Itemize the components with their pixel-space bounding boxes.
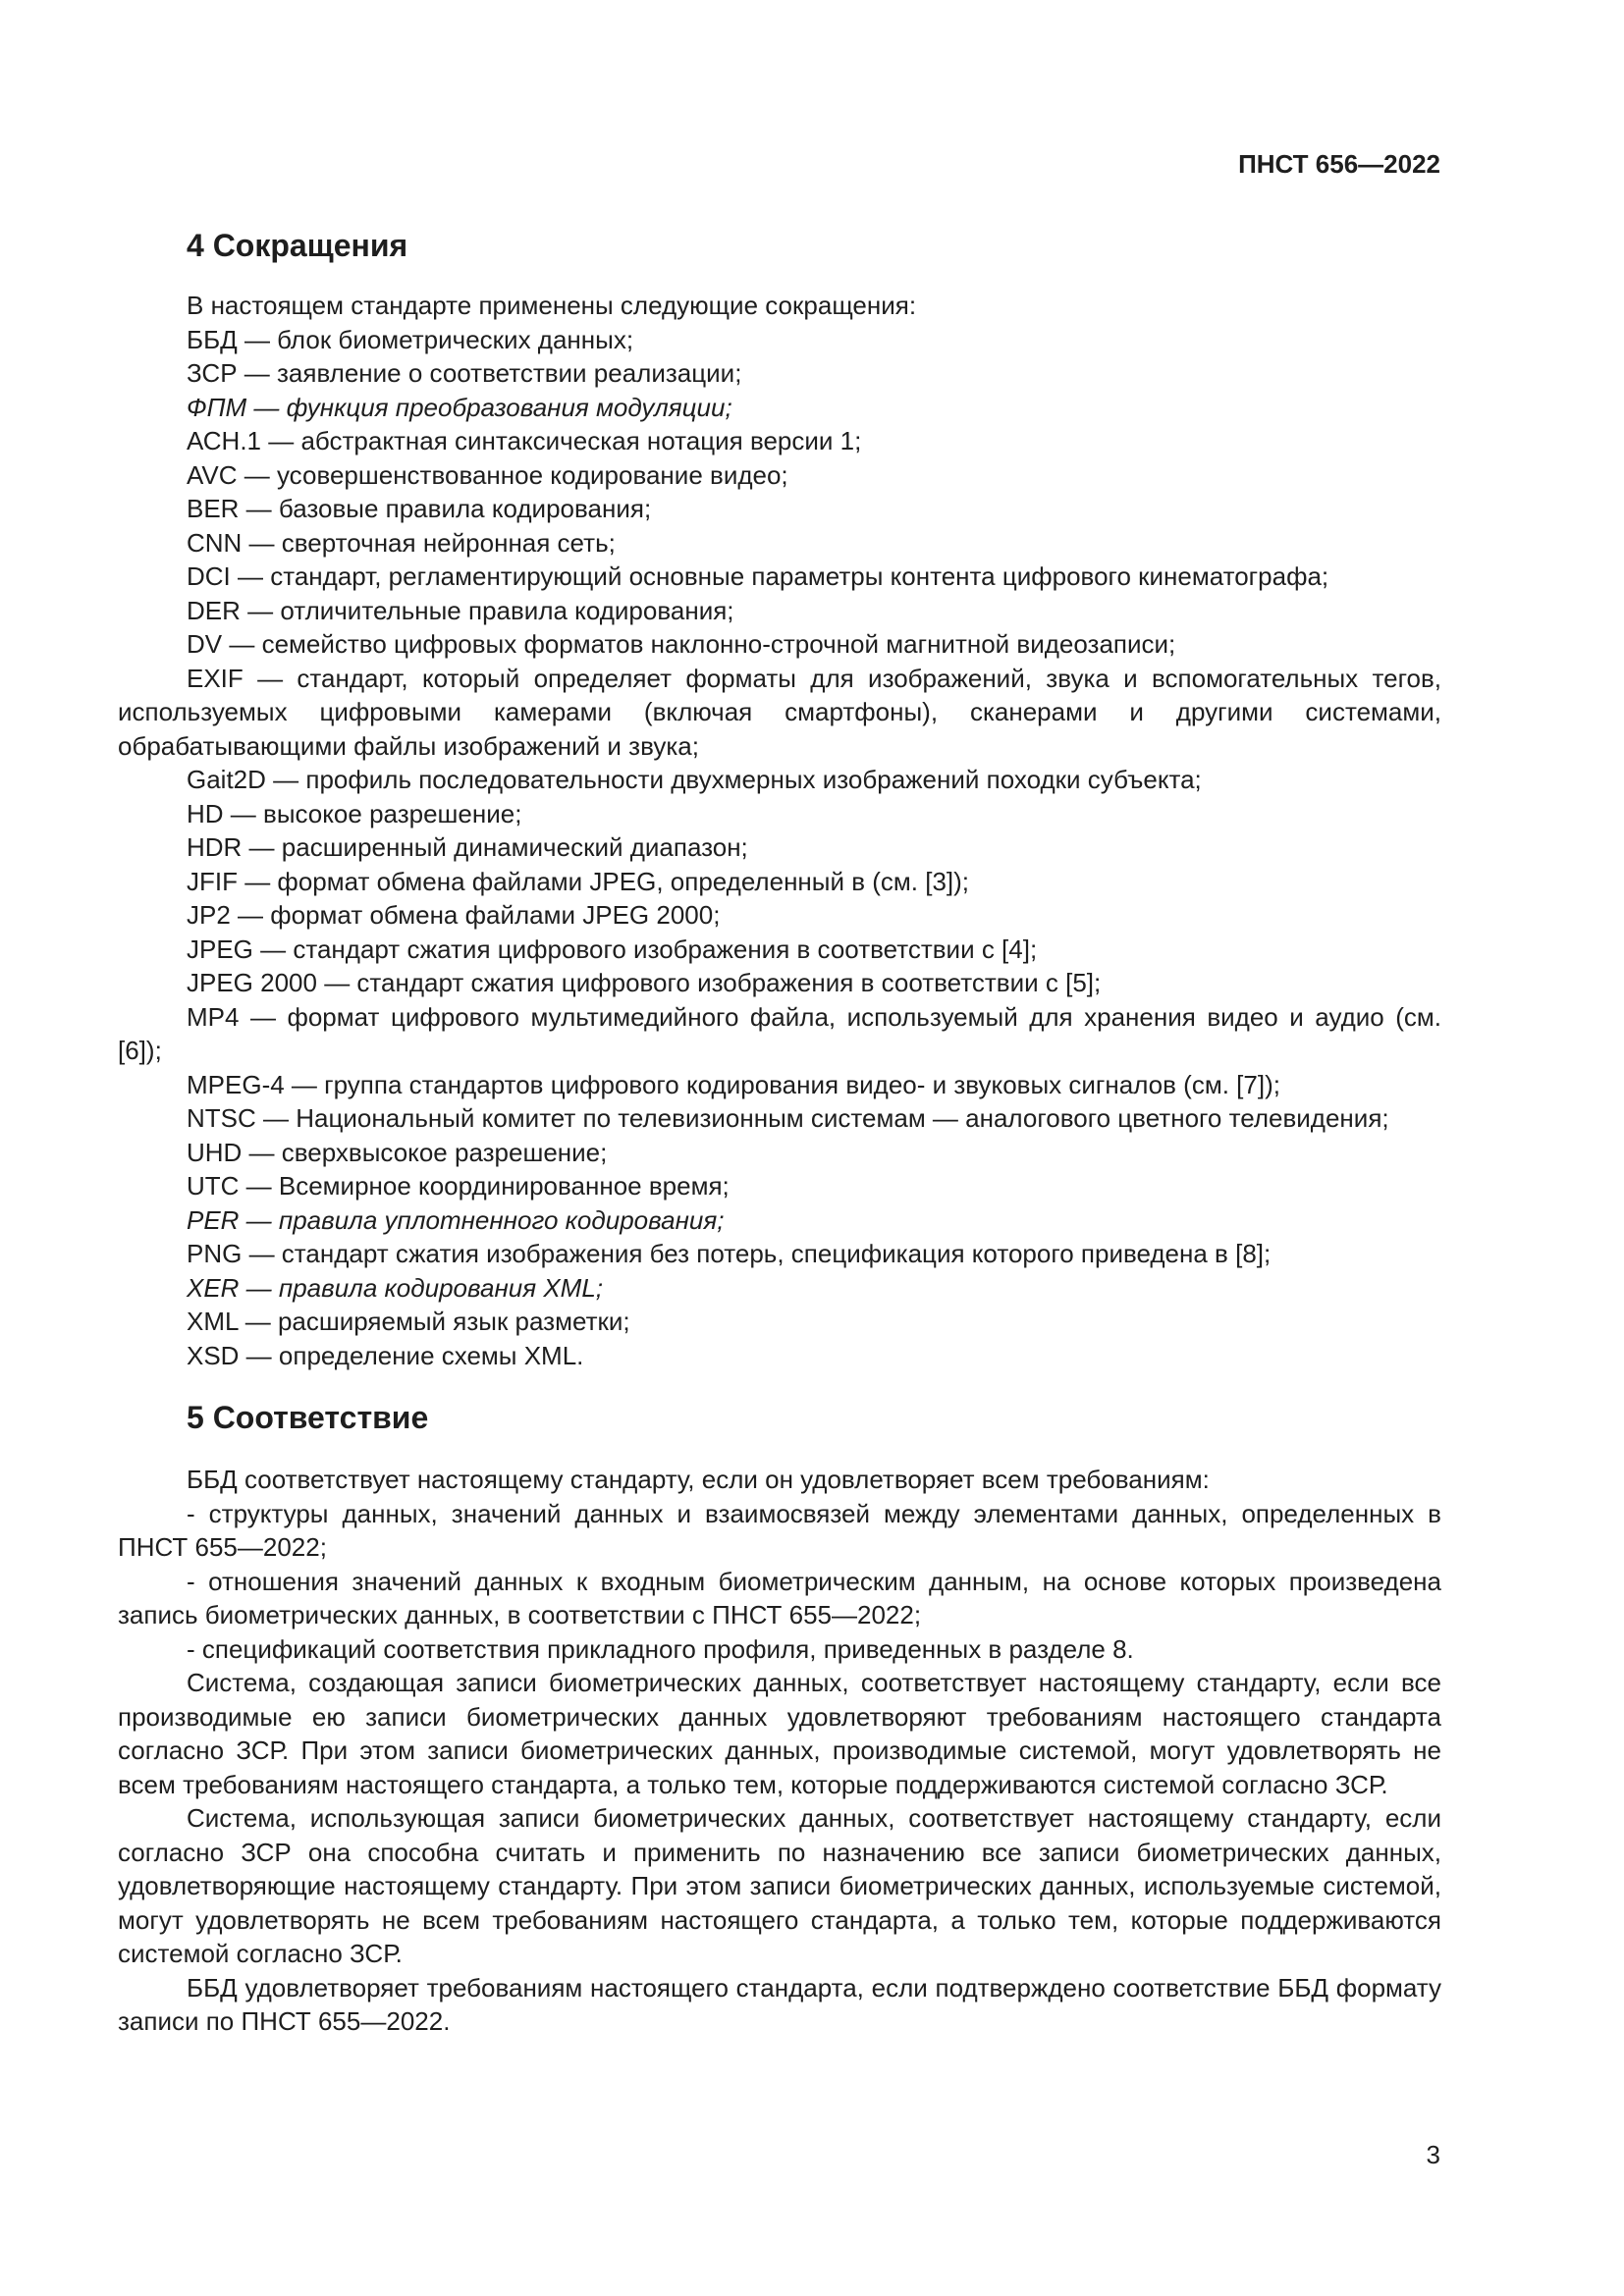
abbr-item: HDR — расширенный динамический диапазон; xyxy=(187,832,748,862)
abbr-item: Gait2D — профиль последовательности двухмерных изображений походки субъекта; xyxy=(187,765,1202,794)
conformance-bullet: - отношения значений данных к входным биометрическим данным, на основе которых произведена запись биометрических данных, в соответствии с ПНСТ 655—2022; xyxy=(118,1566,1441,1629)
abbr-item: JFIF — формат обмена файлами JPEG, определенный в (см. [3]); xyxy=(187,866,970,896)
abbr-item: АСН.1 — абстрактная синтаксическая нотация версии 1; xyxy=(187,426,862,455)
abbr-item: UTC — Всемирное координированное время; xyxy=(187,1171,730,1201)
abbr-item: XML — расширяемый язык разметки; xyxy=(187,1307,630,1336)
section-5-title: 5 Соответствие xyxy=(187,1400,429,1435)
abbr-item: MP4 — формат цифрового мультимедийного файла, используемый для хранения видео и аудио (см. [6]); xyxy=(118,1001,1441,1065)
abbr-item: ФПМ — функция преобразования модуляции; xyxy=(187,392,732,422)
abbr-item: DV — семейство цифровых форматов наклонно-строчной магнитной видеозаписи; xyxy=(187,629,1176,659)
abbr-item: MPEG-4 — группа стандартов цифрового кодирования видео- и звуковых сигналов (см. [7]); xyxy=(187,1069,1280,1099)
abbr-item: JPEG — стандарт сжатия цифрового изображения в соответствии с [4]; xyxy=(187,934,1038,964)
abbr-item: XSD — определение схемы XML. xyxy=(187,1340,584,1370)
conformance-paragraph: ББД соответствует настоящему стандарту, если он удовлетворяет всем требованиям: xyxy=(187,1465,1210,1494)
conformance-paragraph: ББД удовлетворяет требованиям настоящего стандарта, если подтверждено соответствие ББД формату записи по ПНСТ 655—2022. xyxy=(118,1972,1441,2036)
conformance-bullet: - структуры данных, значений данных и взаимосвязей между элементами данных, определенных в ПНСТ 655—2022; xyxy=(118,1498,1441,1562)
conformance-bullet: - спецификаций соответствия прикладного профиля, приведенных в разделе 8. xyxy=(187,1633,1134,1664)
abbr-item: AVC — усовершенствованное кодирование видео; xyxy=(187,459,788,490)
conformance-paragraph: Система, создающая записи биометрических данных, соответствует настоящему стандарту, если все производимые ею записи биометрических данных удовлетворяют требованиям настоящего стандарта согласно ЗСР. При этом записи биометрических данных, производимые системой, могут удовлетворять не всем требованиям настоящего стандарта, а только тем, которые поддерживаются системой согласно ЗСР. xyxy=(118,1668,1441,1799)
page-content xyxy=(118,226,1441,2039)
abbr-item: UHD — сверхвысокое разрешение; xyxy=(187,1137,608,1167)
conformance-paragraph: Система, использующая записи биометрических данных, соответствует настоящему стандарту, если согласно ЗСР она способна считать и применить по назначению все записи биометрических данных, удовлетворяющие настоящему стандарту. При этом записи биометрических данных, используемые системой, могут удовлетворять не всем требованиям настоящего стандарта, а только тем, которые поддерживаются системой согласно ЗСР. xyxy=(118,1803,1441,1968)
abbr-item: XER — правила кодирования XML; xyxy=(187,1272,604,1303)
abbr-item: PER — правила уплотненного кодирования; xyxy=(187,1204,725,1235)
abbr-item: PNG — стандарт сжатия изображения без потерь, спецификация которого приведена в [8]; xyxy=(187,1239,1272,1268)
abbr-item: JPEG 2000 — стандарт сжатия цифрового изображения в соответствии с [5]; xyxy=(187,968,1102,997)
abbr-item: HD — высокое разрешение; xyxy=(187,798,522,828)
abbr-item: ББД — блок биометрических данных; xyxy=(187,324,634,354)
abbr-item: DCI — стандарт, регламентирующий основные параметры контента цифрового кинематографа; xyxy=(187,561,1329,591)
abbr-item: ЗСР — заявление о соответствии реализации; xyxy=(187,358,742,388)
abbr-item: NTSC — Национальный комитет по телевизионным системам — аналогового цветного телевидения; xyxy=(187,1103,1389,1133)
page-number: 3 xyxy=(1426,2140,1440,2169)
document-id: ПНСТ 656—2022 xyxy=(1238,149,1440,179)
abbr-item: JP2 — формат обмена файлами JPEG 2000; xyxy=(187,900,721,930)
abbr-item: BER — базовые правила кодирования; xyxy=(187,494,652,523)
abbr-item: DER — отличительные правила кодирования; xyxy=(187,595,734,625)
abbr-item: CNN — сверточная нейронная сеть; xyxy=(187,527,616,558)
abbr-item: EXIF — стандарт, который определяет форматы для изображений, звука и вспомогательных тегов, используемых цифровыми камерами (включая смартфоны), сканерами и другими системами, обрабатывающими файлы изображений и звука; xyxy=(118,663,1441,761)
section-4-title: 4 Сокращения xyxy=(187,228,408,263)
section-4-intro: В настоящем стандарте применены следующие сокращения: xyxy=(187,291,917,320)
